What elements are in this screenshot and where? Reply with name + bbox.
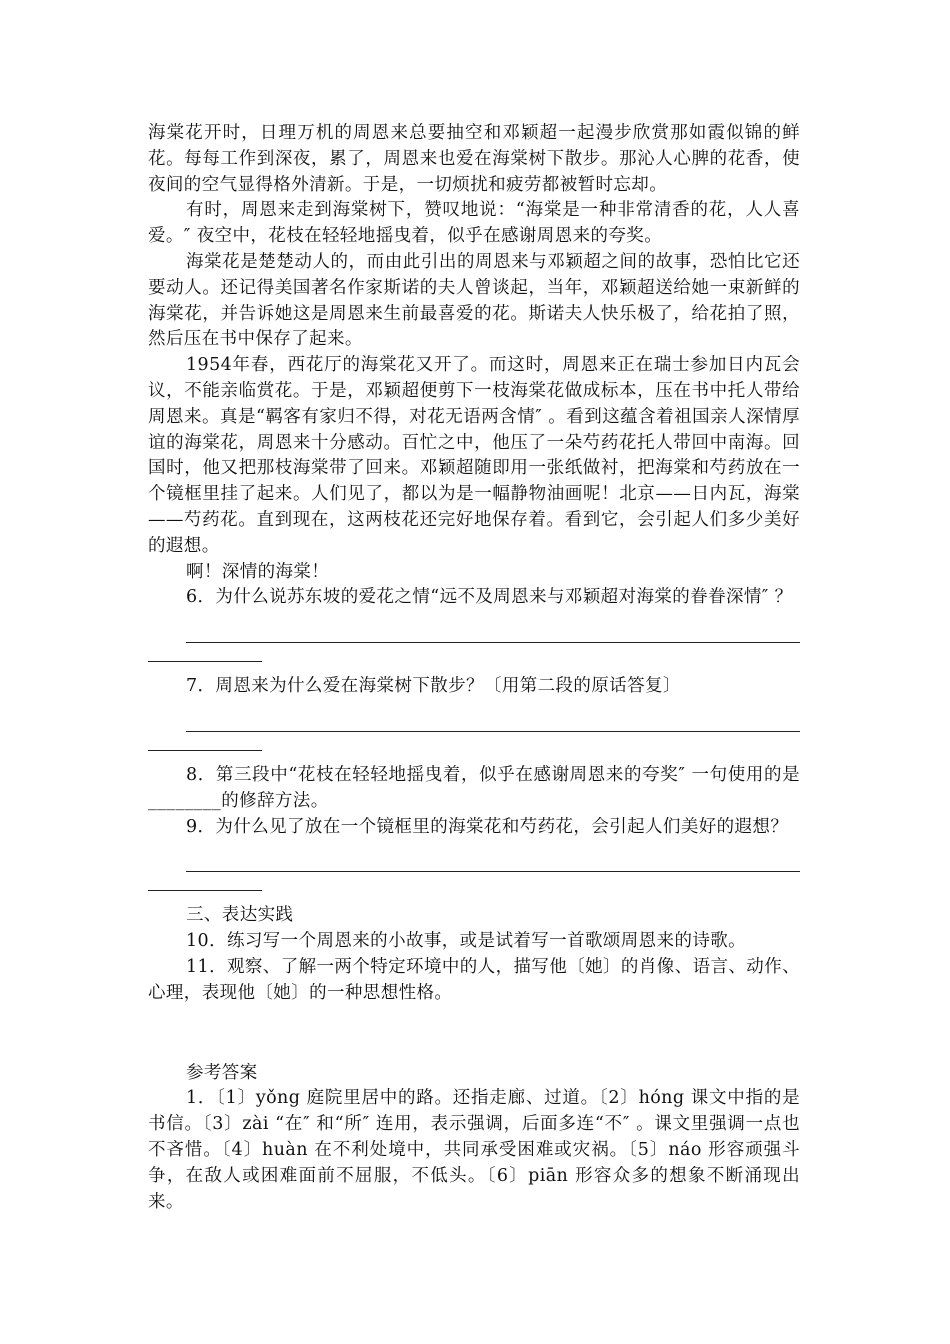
- passage-paragraph-4: 1954年春，西花厅的海棠花又开了。而这时，周恩来正在瑞士参加日内瓦会议，不能亲临赏花。于是，邓颖超便剪下一枝海棠花做成标本，压在书中托人带给周恩来。真是“羁客有家归不得，对花无语两含情″ 。看到这蕴含着祖国亲人深情厚谊的海棠花，周恩来十分感动。百忙之中，他压了一朵芍药花托人带回中南海。回国时，他又把那枝海棠带了回来。邓颖超随即用一张纸做衬，把海棠和芍药放在一个镜框里挂了起来。人们见了，都以为是一幅静物油画呢！北京——日内瓦，海棠——芍药花。直到现在，这两枝花还完好地保存着。看到它，会引起人们多少美好的遐想。: [148, 355, 800, 556]
- passage-paragraph-5: 啊！深情的海棠！: [186, 561, 330, 582]
- question-7: 7．周恩来为什么爱在海棠树下散步？〔用第二段的原话答复〕: [186, 676, 681, 697]
- passage-paragraph-1: 海棠花开时，日理万机的周恩来总要抽空和邓颖超一起漫步欣赏那如霞似锦的鲜花。每每工作到深夜，累了，周恩来也爱在海棠树下散步。那沁人心脾的花香，使夜间的空气显得格外清新。于是，一切烦扰和疲劳都被暂时忘却。: [148, 123, 800, 195]
- answer-line-9: [186, 846, 800, 872]
- passage-paragraph-2: 有时，周恩来走到海棠树下，赞叹地说：“海棠是一种非常清香的花，人人喜爱。″ 夜空中，花枝在轻轻地摇曳着，似乎在感谢周恩来的夸奖。: [148, 200, 800, 247]
- question-6: 6．为什么说苏东坡的爱花之情“远不及周恩来与邓颖超对海棠的眷眷深情″ ？: [186, 587, 793, 608]
- question-11: 11．观察、了解一两个特定环境中的人，描写他〔她〕的肖像、语言、动作、心理，表现他〔她〕的一种思想性格。: [148, 956, 800, 1003]
- question-10: 10．练习写一个周恩来的小故事，或是试着写一首歌颂周恩来的诗歌。: [186, 931, 747, 952]
- document-body: [148, 121, 800, 1215]
- passage-paragraph-3: 海棠花是楚楚动人的，而由此引出的周恩来与邓颖超之间的故事，恐怕比它还要动人。还记得美国著名作家斯诺的夫人曾谈起，当年，邓颖超送给她一束新鲜的海棠花，并告诉她这是周恩来生前最喜爱的花。斯诺夫人快乐极了，给花拍了照，然后压在书中保存了起来。: [148, 251, 800, 350]
- answer-line-6-end: [148, 643, 262, 662]
- section-3-heading: 三、表达实践: [186, 905, 294, 926]
- question-9: 9．为什么见了放在一个镜框里的海棠花和芍药花，会引起人们美好的遐想？: [186, 816, 789, 837]
- question-8: 8．第三段中“花枝在轻轻地摇曳着，似乎在感谢周恩来的夸奖″ 一句使用的是________的修辞方法。: [148, 764, 800, 811]
- answer-line-7-end: [148, 732, 262, 751]
- answer-1: 1．〔1〕yǒng 庭院里居中的路。还指走廊、过道。〔2〕hóng 课文中指的是书信。〔3〕zài “在″ 和“所″ 连用，表示强调，后面多连“不″ 。课文里强调一点也不吝惜。〔4〕huàn 在不利处境中，共同承受困难或灾祸。〔5〕náo 形容顽强斗争，在敌人或困难面前不屈服，不低头。〔6〕piān 形容众多的想象不断涌现出来。: [148, 1088, 800, 1212]
- answers-heading: 参考答案: [186, 1062, 258, 1083]
- section-spacer: [148, 1007, 800, 1061]
- answer-line-7: [186, 706, 800, 732]
- answer-line-6: [186, 617, 800, 643]
- answer-line-9-end: [148, 872, 262, 891]
